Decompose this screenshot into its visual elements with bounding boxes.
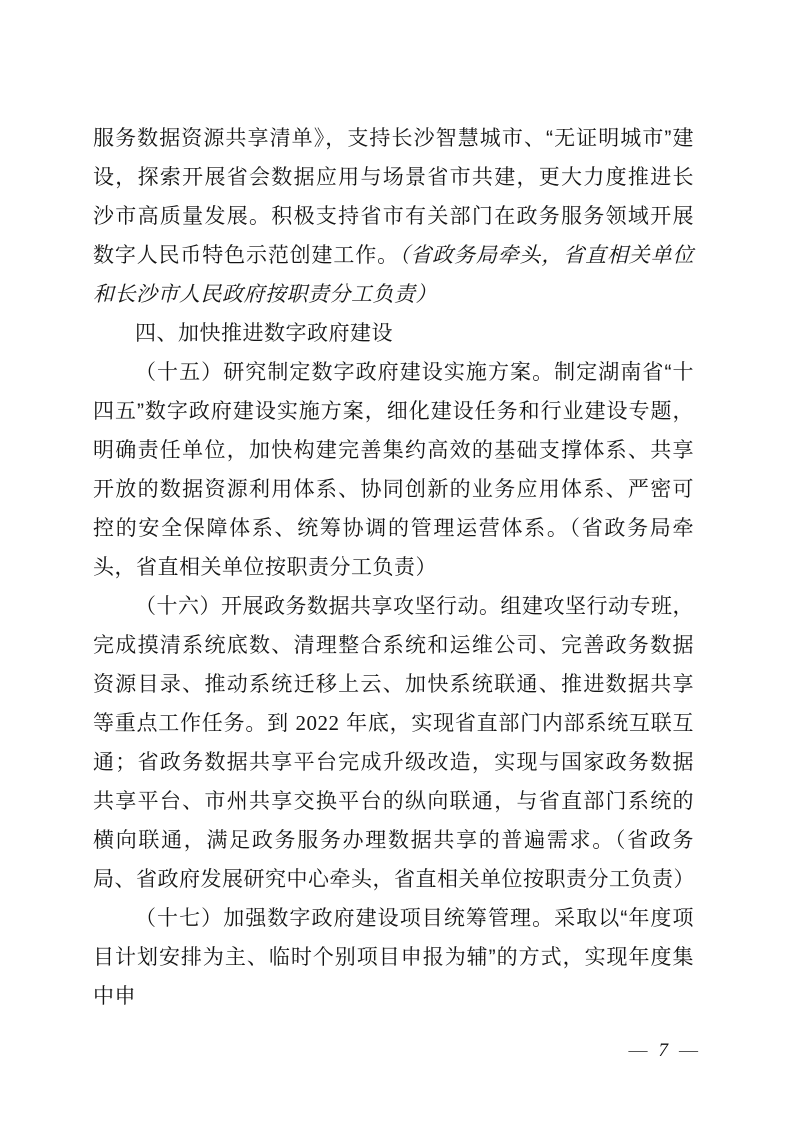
paragraph-item-17: （十七）加强数字政府建设项目统筹管理。采取以“年度项目计划安排为主、临时个别项目申报为辅”的方式，实现年度集中申 (93, 907, 694, 1008)
paragraph-item-15: （十五）研究制定数字政府建设实施方案。制定湖南省“十四五”数字政府建设实施方案，细化建设任务和行业建设专题，明确责任单位，加快构建完善集约高效的基础支撑体系、共享开放的数据资源利用体系、协同创新的业务应用体系、严密可控的安全保障体系、统筹协调的管理运营体系。（省政务局牵头，省直相关单位按职责分工负责） (93, 361, 694, 579)
paragraph-item-16 (93, 587, 694, 899)
responsibility-attribution-kaiti: （省政务局牵头，省直相关单位和长沙市人民政府按职责分工负责） (93, 243, 695, 306)
paragraph-16-text-before-year: （十六）开展政务数据共享攻坚行动。组建攻坚行动专班，完成摸清系统底数、清理整合系统和运维公司、完善政务数据资源目录、推动系统迁移上云、加快系统联通、推进数据共享等重点工作任务。到 (93, 595, 694, 735)
document-content (93, 119, 694, 1016)
page-footer (629, 1038, 699, 1064)
footer-dash-left: — (628, 1040, 648, 1061)
paragraph-16-text-after-year: 年底，实现省直部门内部系统互联互通；省政务数据共享平台完成升级改造，实现与国家政务数据共享平台、市州共享交换平台的纵向联通，与省直部门系统的横向联通，满足政务服务办理数据共享的普遍需求。（省政务局、省政府发展研究中心牵头，省直相关单位按职责分工负责） (93, 712, 695, 891)
section-heading: 四、加快推进数字政府建设 (135, 322, 393, 345)
year-number: 2022 (295, 711, 340, 735)
page-number: 7 (658, 1040, 668, 1061)
footer-dash-right: — (679, 1040, 698, 1061)
paragraph-continuation (93, 119, 694, 314)
paragraph-continuation-text: 服务数据资源共享清单》，支持长沙智慧城市、“无证明城市”建设，探索开展省会数据应用与场景省市共建，更大力度推进长沙市高质量发展。积极支持省市有关部门在政务服务领域开展数字人民币特色示范创建工作。 (93, 127, 694, 267)
